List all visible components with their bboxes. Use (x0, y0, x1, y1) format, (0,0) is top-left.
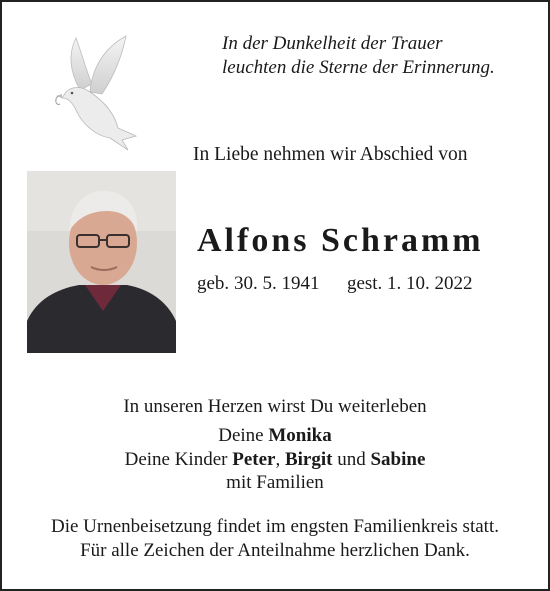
quote-line-1: In der Dunkelheit der Trauer (222, 33, 443, 54)
deceased-name: Alfons Schramm (197, 222, 484, 259)
birth-prefix: geb. (197, 273, 230, 294)
child-name-2: Birgit (284, 448, 333, 470)
families-line: mit Familien (226, 472, 324, 493)
mourner-children-line (0, 448, 550, 472)
closing-line-2: Für alle Zeichen der Anteilnahme herzlichen Dank. (80, 539, 470, 561)
death-prefix: gest. (346, 273, 383, 294)
closing-text (0, 515, 550, 562)
and-word: und (337, 448, 366, 470)
dove-icon (52, 32, 148, 152)
portrait-photo (27, 171, 176, 353)
closing-line-1: Die Urnenbeisetzung findet im engsten Familienkreis statt. (51, 516, 499, 537)
child-name-1: Peter (232, 448, 276, 470)
mourner-wife-line (0, 424, 550, 448)
farewell-line: In unseren Herzen wirst Du weiterleben (123, 396, 427, 417)
quote-line-2: leuchten die Sterne der Erinnerung. (222, 57, 495, 78)
name-separator: , (275, 448, 281, 470)
wife-name: Monika (268, 425, 332, 446)
birth-date: 30. 5. 1941 (233, 273, 320, 294)
intro-text: In Liebe nehmen wir Abschied von (193, 144, 468, 165)
death-date: 1. 10. 2022 (387, 273, 473, 294)
children-prefix: Deine Kinder (124, 448, 228, 470)
child-name-3: Sabine (370, 448, 426, 470)
mourners-block (0, 424, 550, 495)
life-dates (197, 273, 473, 295)
memorial-quote (222, 32, 495, 80)
wife-prefix: Deine (218, 425, 264, 446)
